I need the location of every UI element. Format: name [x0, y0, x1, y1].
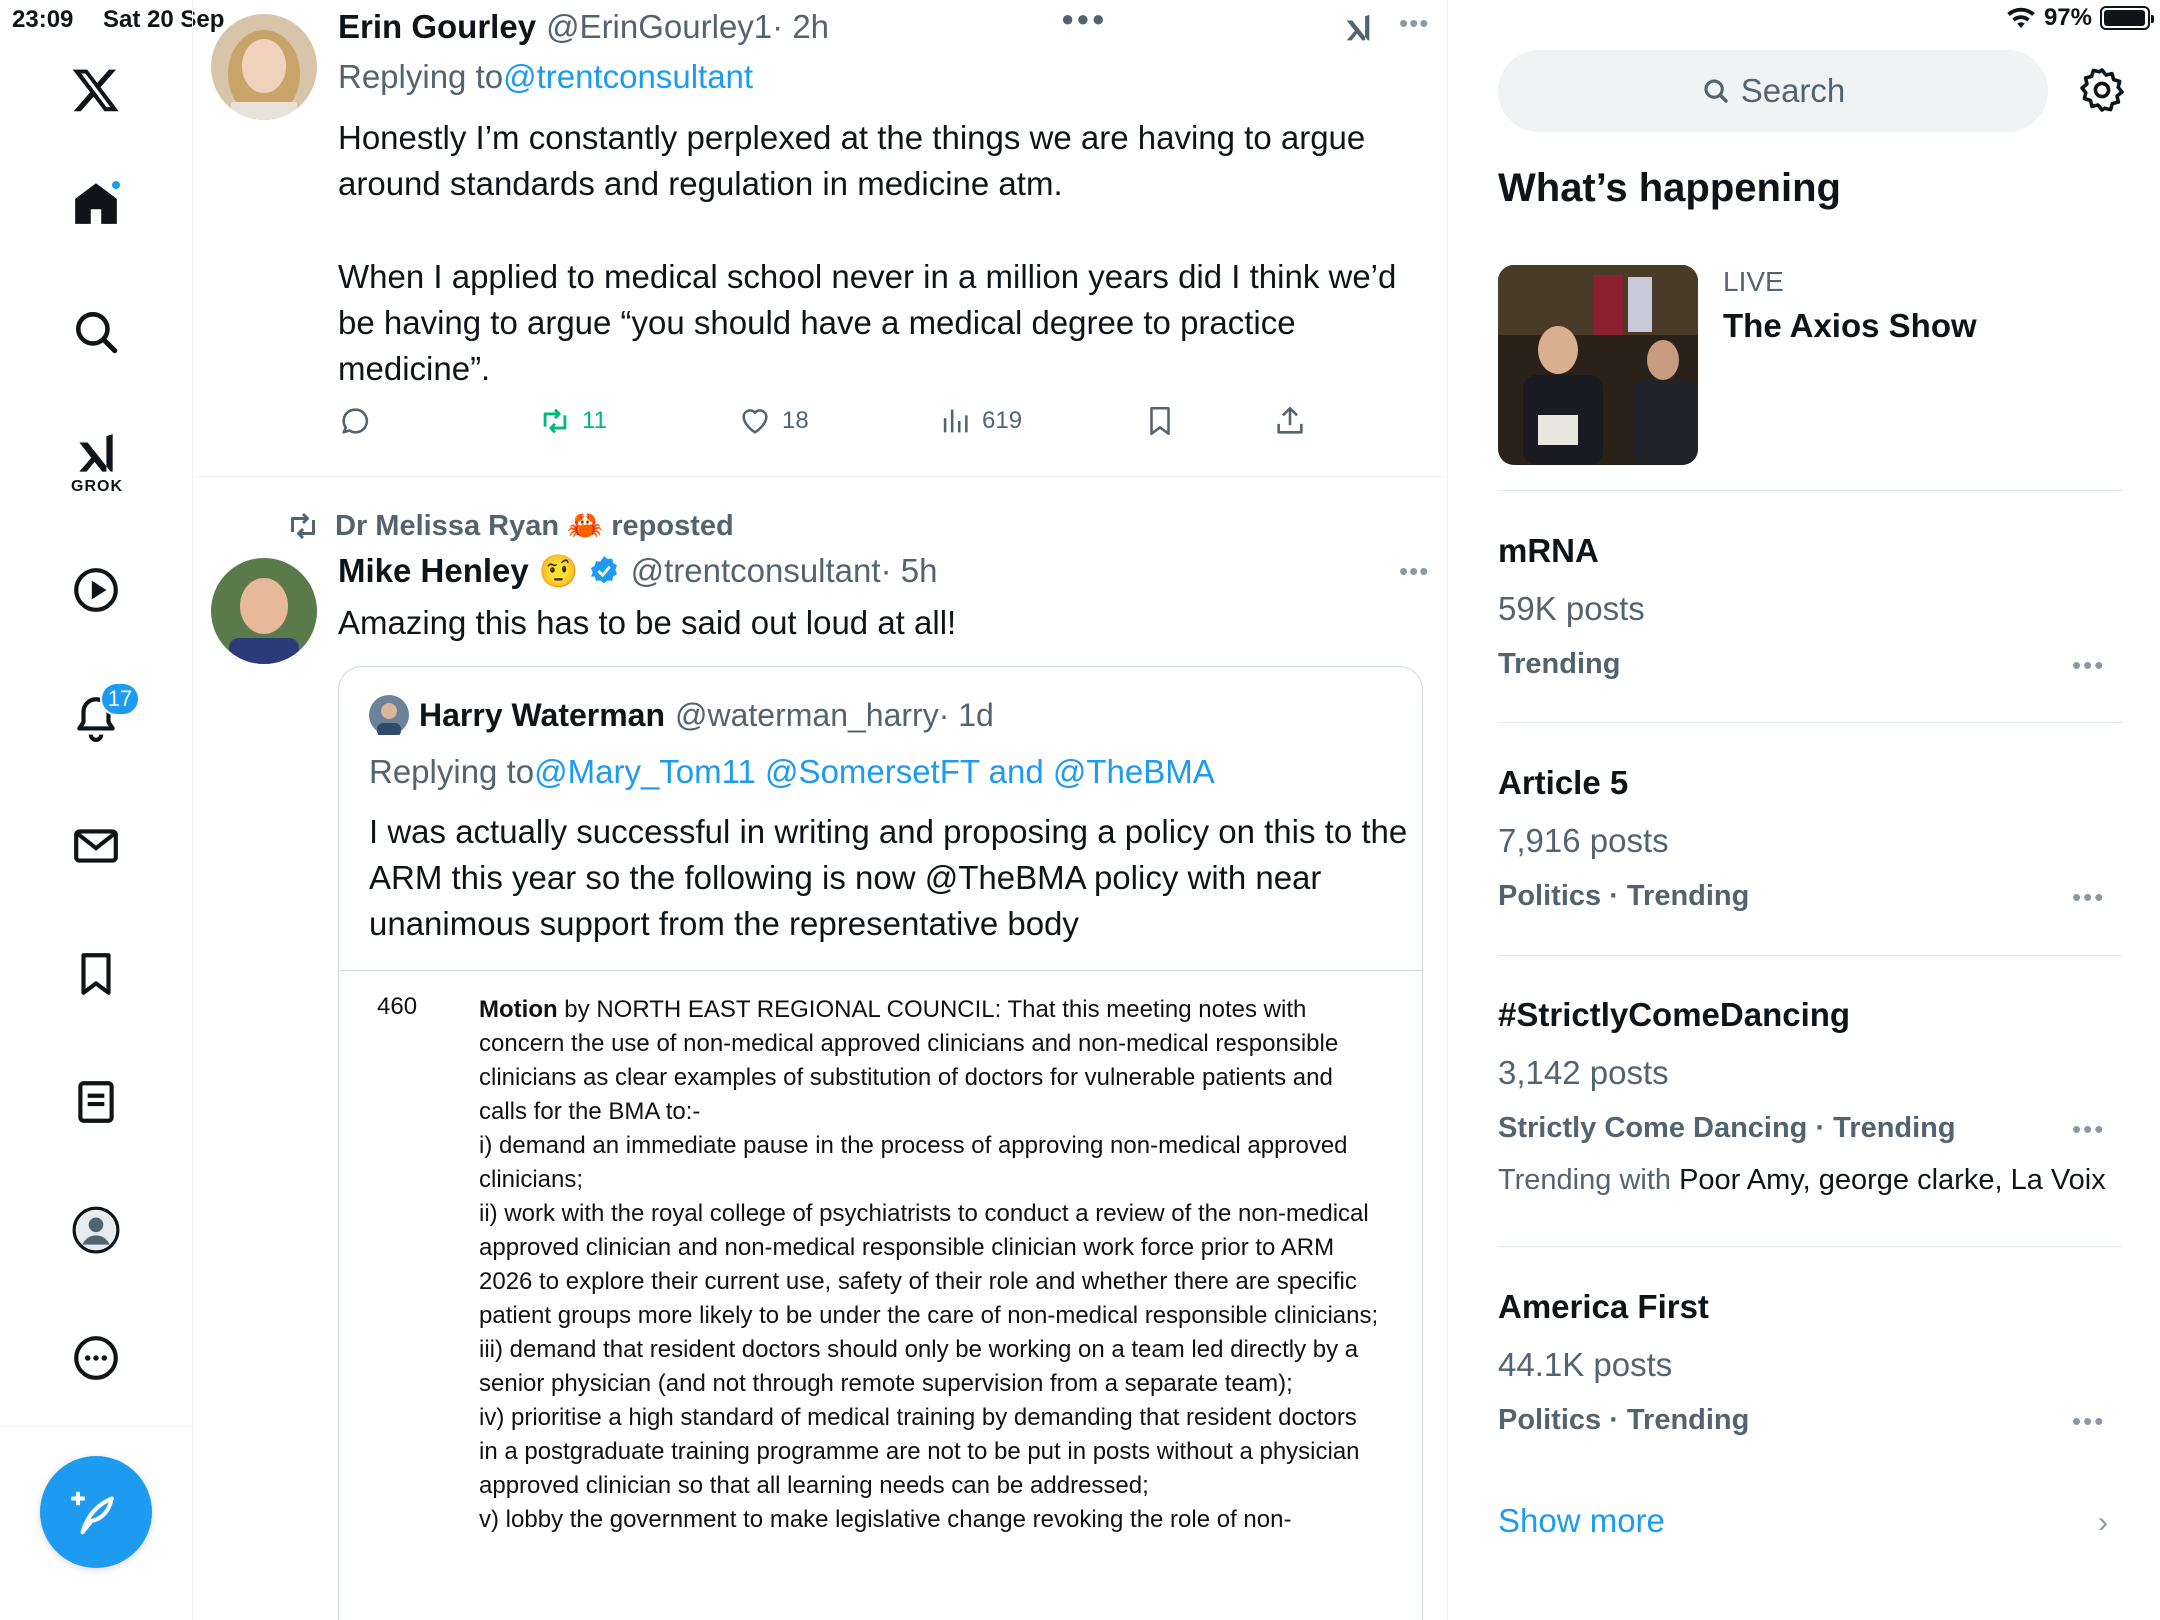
quote-author-handle[interactable]: @waterman_harry — [675, 696, 939, 733]
trend-count: 3,142 posts — [1498, 1054, 1669, 1091]
messages-envelope-icon[interactable] — [66, 816, 126, 876]
divider — [1498, 1246, 2122, 1247]
grok-label: GROK — [71, 478, 123, 495]
repost-header — [285, 508, 734, 544]
trend-more-icon[interactable]: ••• — [2072, 1406, 2106, 1436]
author-handle[interactable]: @ErinGourley1 — [546, 8, 773, 45]
drag-handle-icon[interactable]: ●●● — [1061, 6, 1107, 31]
replying-prefix: Replying to — [369, 753, 535, 790]
author-name[interactable]: Mike Henley — [338, 552, 529, 589]
avatar[interactable] — [211, 14, 317, 120]
trend-more-icon[interactable]: ••• — [2072, 1114, 2106, 1144]
tweet-text: Honestly I’m constantly perplexed at the things we are having to argue around standards and regulation in medicine atm. — [338, 119, 1366, 202]
motion-item: ii) work with the royal college of psychiatrists to conduct a review of the non-medical approved clinician and non-medical responsible clinician work force prior to ARM 2026 to explore their current use, safety of their role and whether there are specific patient groups more likely to be under the care of non-medical responsible clinicians; — [479, 1200, 1379, 1329]
bookmark-icon — [1143, 404, 1177, 438]
more-options-icon[interactable]: ••• — [1399, 556, 1430, 586]
right-sidebar — [1448, 0, 2160, 1620]
compose-post-button[interactable] — [40, 1456, 152, 1568]
trend-with-topics[interactable]: Poor Amy, george clarke, La Voix — [1679, 1164, 2106, 1196]
tweet-text: When I applied to medical school never in a million years did I think we’d be having to argue “you should have a medical degree to practice medicine”. — [338, 258, 1397, 387]
trend-category: Strictly Come Dancing · Trending — [1498, 1112, 1956, 1144]
settings-gear-icon[interactable] — [2078, 66, 2126, 114]
live-title[interactable]: The Axios Show — [1723, 307, 1977, 344]
status-time: 23:09 — [12, 6, 74, 33]
author-name[interactable]: Erin Gourley — [338, 8, 537, 45]
trend-category: Politics · Trending — [1498, 1404, 1750, 1436]
views-chart-icon — [938, 404, 972, 438]
explore-search-icon[interactable] — [66, 302, 126, 362]
timeline — [193, 0, 1448, 1620]
divider — [1498, 722, 2122, 723]
quoted-tweet[interactable] — [338, 666, 1423, 1620]
tweet-time[interactable]: · 5h — [880, 552, 938, 589]
status-date: Sat 20 Sep — [103, 6, 225, 33]
share-button[interactable] — [1273, 404, 1307, 438]
replying-to-link[interactable]: @trentconsultant — [503, 58, 754, 95]
quote-time[interactable]: · 1d — [938, 696, 994, 733]
trend-with-prefix: Trending with — [1498, 1164, 1680, 1196]
more-options-icon[interactable] — [66, 1328, 126, 1388]
compose-feather-icon — [69, 1485, 123, 1539]
replying-to-link[interactable]: @Mary_Tom11 @SomersetFT and @TheBMA — [534, 753, 1215, 790]
quote-text: I was actually successful in writing and proposing a policy on this to the ARM this year so the following is now @TheBMA policy with near unanimous support from the representative body — [369, 813, 1408, 942]
replying-to — [338, 58, 753, 96]
trend-category: Trending — [1498, 648, 1621, 680]
home-icon[interactable] — [66, 173, 126, 233]
motion-number: 460 — [377, 993, 418, 1020]
motion-label: Motion — [479, 996, 558, 1023]
motion-item: iii) demand that resident doctors should only be working on a team led directly by a senior physician (and not through remote supervision from a separate team); — [479, 1336, 1359, 1397]
tweet-text: Amazing this has to be said out loud at all! — [338, 604, 957, 641]
trend-count: 44.1K posts — [1498, 1346, 1673, 1383]
author-handle[interactable]: @trentconsultant — [630, 552, 881, 589]
replying-prefix: Replying to — [338, 58, 504, 95]
avatar[interactable] — [369, 695, 409, 735]
bookmarks-icon[interactable] — [66, 944, 126, 1004]
retweet-count: 11 — [582, 407, 607, 434]
more-options-icon[interactable]: ••• — [1399, 8, 1430, 38]
repost-icon — [285, 508, 321, 544]
motion-item: v) lobby the government to make legislative change revoking the role of non- — [479, 1506, 1292, 1533]
trend-name: Article 5 — [1498, 764, 1629, 801]
live-thumbnail[interactable] — [1498, 265, 1698, 465]
trend-category: Politics · Trending — [1498, 880, 1750, 912]
views-count: 619 — [982, 407, 1023, 434]
trend-count: 59K posts — [1498, 590, 1645, 627]
tweet-header — [338, 552, 937, 590]
video-play-icon[interactable] — [66, 560, 126, 620]
battery-percent: 97% — [2043, 4, 2092, 31]
grok-icon[interactable] — [1341, 12, 1375, 46]
trend-more-icon[interactable]: ••• — [2072, 882, 2106, 912]
chevron-right-icon[interactable]: › — [2098, 1506, 2108, 1539]
search-icon — [1701, 76, 1731, 106]
notifications-badge: 17 — [100, 682, 140, 716]
profile-avatar-icon[interactable] — [66, 1200, 126, 1260]
motion-item: i) demand an immediate pause in the process of approving non-medical approved clinicians; — [479, 1132, 1348, 1193]
tweet-actions — [338, 404, 1318, 454]
live-label: LIVE — [1723, 266, 1784, 297]
trend-count: 7,916 posts — [1498, 822, 1669, 859]
search-input[interactable] — [1498, 50, 2048, 132]
like-count: 18 — [782, 407, 809, 434]
retweet-button[interactable] — [538, 404, 607, 438]
reply-icon — [338, 404, 372, 438]
trend-name: #StrictlyComeDancing — [1498, 996, 1851, 1033]
repost-by[interactable]: Dr Melissa Ryan 🦀 reposted — [335, 510, 734, 542]
reply-button[interactable] — [338, 404, 372, 438]
quote-header — [369, 695, 994, 735]
notifications-bell-icon[interactable] — [66, 686, 133, 748]
search-placeholder: Search — [1740, 72, 1846, 109]
whats-happening-title: What’s happening — [1498, 166, 1841, 210]
grok-icon[interactable] — [66, 425, 126, 485]
motion-intro: by NORTH EAST REGIONAL COUNCIL: That this meeting notes with concern the use of non-medical approved clinicians and non-medical responsible clinicians as clear examples of substitution of doctors for vulnerable patients and calls for the BMA to:- — [479, 996, 1339, 1125]
share-icon — [1273, 404, 1307, 438]
tweet-time[interactable]: · 2h — [772, 8, 830, 45]
retweet-icon — [538, 404, 572, 438]
home-unread-dot — [110, 179, 122, 191]
tweet-header — [338, 8, 829, 46]
trend-name: mRNA — [1498, 532, 1599, 569]
heart-icon — [738, 404, 772, 438]
bookmark-button[interactable] — [1143, 404, 1177, 438]
quote-replying-to — [369, 753, 1215, 791]
like-button[interactable] — [738, 404, 809, 438]
avatar[interactable] — [211, 558, 317, 664]
motion-text — [479, 993, 1379, 1537]
divider — [1498, 955, 2122, 956]
author-emoji: 🤨 — [538, 553, 579, 589]
left-nav — [0, 0, 193, 1620]
quoted-document-image[interactable] — [339, 970, 1423, 1620]
nav-divider — [0, 1426, 193, 1427]
divider — [1498, 490, 2122, 491]
tweet-divider — [193, 476, 1448, 477]
trend-with — [1498, 1164, 2106, 1197]
trend-more-icon[interactable]: ••• — [2072, 650, 2106, 680]
trend-name: America First — [1498, 1288, 1709, 1325]
verified-badge-icon — [587, 554, 621, 588]
lists-icon[interactable] — [66, 1072, 126, 1132]
views-button[interactable] — [938, 404, 1022, 438]
x-logo-icon[interactable] — [66, 60, 126, 120]
quote-author-name[interactable]: Harry Waterman — [419, 696, 666, 733]
motion-item: iv) prioritise a high standard of medical training by demanding that resident doctors in a postgraduate training programme are not to be put in posts without a physician approved clinician so that all learning needs can be addressed; — [479, 1404, 1360, 1499]
show-more-link[interactable]: Show more — [1498, 1502, 1665, 1539]
